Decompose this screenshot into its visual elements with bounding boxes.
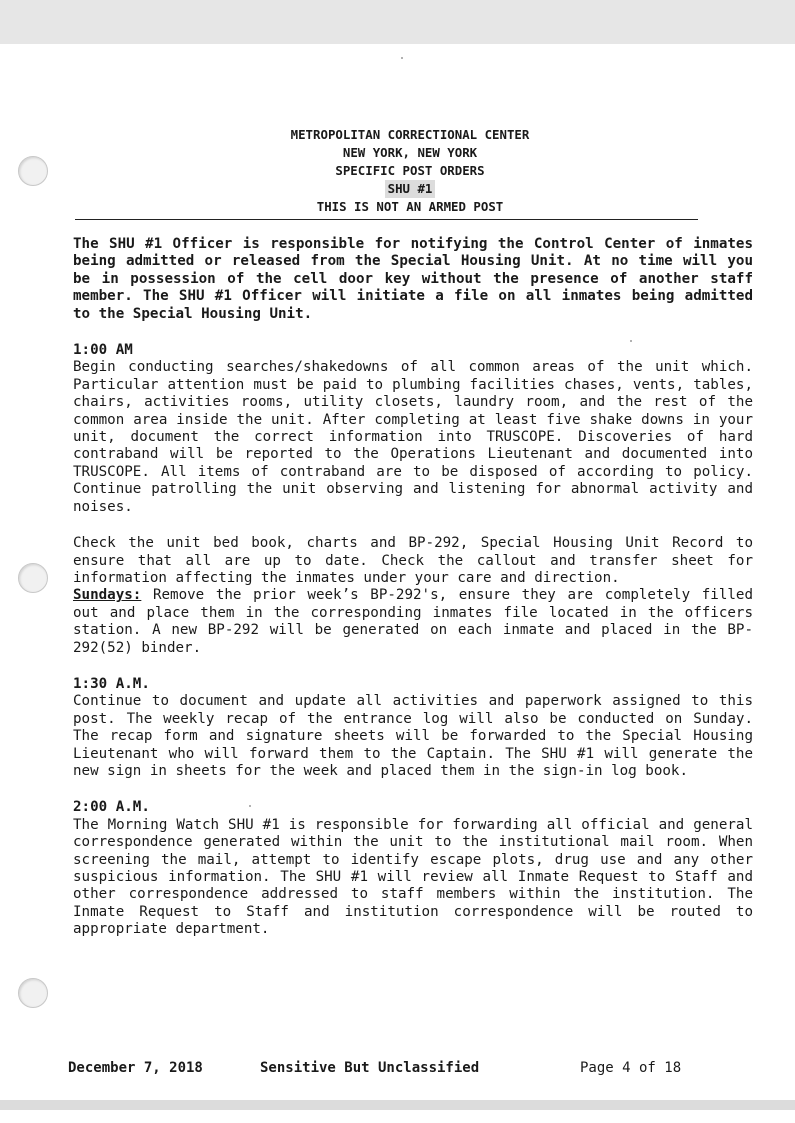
- institution-name: METROPOLITAN CORRECTIONAL CENTER: [290, 127, 530, 142]
- section-130am: [73, 676, 753, 780]
- punch-hole-top: [18, 156, 48, 186]
- section-text: The Morning Watch SHU #1 is responsible for forwarding all official and general correspondence generated within the unit to the institutional mail room. When screening the mail, attempt to identify escape plots, drug use and any other suspicious information. The SHU #1 will review all Inmate Request to Staff and other correspondence addressed to staff members within the institution. The Inmate Request to Staff and institution correspondence will be routed to appropriate department.: [73, 816, 753, 938]
- location: NEW YORK, NEW YORK: [342, 145, 478, 160]
- scan-top-margin: [0, 0, 795, 44]
- footer-date: December 7, 2018: [68, 1060, 203, 1076]
- section-records: [73, 535, 753, 657]
- section-text: Check the unit bed book, charts and BP-292, Special Housing Unit Record to ensure that all are up to date. Check the callout and transfer sheet for information affecting the inmates under your care and direction.: [73, 535, 753, 586]
- post-name: SHU #1: [385, 180, 436, 198]
- footer-classification: Sensitive But Unclassified: [260, 1060, 480, 1076]
- scan-bottom-margin: [0, 1100, 795, 1110]
- sundays-text: Remove the prior week’s BP-292's, ensure they are completely filled out and place them in the corresponding inmates file located in the officers station. A new BP-292 will be generated on each inmate and placed in the BP-292(52) binder.: [73, 587, 753, 656]
- section-text: Continue to document and update all activities and paperwork assigned to this post. The weekly recap of the entrance log will also be conducted on Sunday. The recap form and signature sheets will be forwarded to the Special Housing Lieutenant who will forward them to the Captain. The SHU #1 will generate the new sign in sheets for the week and placed them in the sign-in log book.: [73, 693, 753, 779]
- section-time: 1:00 AM: [73, 342, 133, 359]
- punch-hole-middle: [18, 563, 48, 593]
- footer-page-number: Page 4 of 18: [580, 1060, 682, 1076]
- sundays-label: Sundays:: [73, 587, 142, 604]
- armed-status: THIS IS NOT AN ARMED POST: [316, 199, 504, 214]
- punch-hole-bottom: [18, 978, 48, 1008]
- section-time: 1:30 A.M.: [73, 675, 150, 692]
- scan-speck: [401, 57, 403, 59]
- section-1am: [73, 342, 753, 516]
- header-divider: [75, 219, 698, 220]
- document-header: [75, 126, 745, 216]
- section-text: Begin conducting searches/shakedowns of all common areas of the unit which. Particular attention must be paid to plumbing facilities chases, vents, tables, chairs, activities rooms, utility closets, laundry room, and the rest of the common area inside the unit. After completing at least five shake downs in your unit, document the correct information into TRUSCOPE. Discoveries of hard contraband will be reported to the Operations Lieutenant and documented into TRUSCOPE. All items of contraband are to be disposed of according to policy. Continue patrolling the unit observing and listening for abnormal activity and noises.: [73, 359, 753, 515]
- section-time: 2:00 A.M.: [73, 799, 150, 816]
- sundays-paragraph: [73, 587, 753, 657]
- intro-paragraph: The SHU #1 Officer is responsible for notifying the Control Center of inmates being admitted or released from the Special Housing Unit. At no time will you be in possession of the cell door key without the presence of another staff member. The SHU #1 Officer will initiate a file on all inmates being admitted to the Special Housing Unit.: [73, 236, 753, 322]
- section-2am: [73, 799, 753, 938]
- document-type: SPECIFIC POST ORDERS: [335, 163, 485, 178]
- document-body: [73, 236, 753, 958]
